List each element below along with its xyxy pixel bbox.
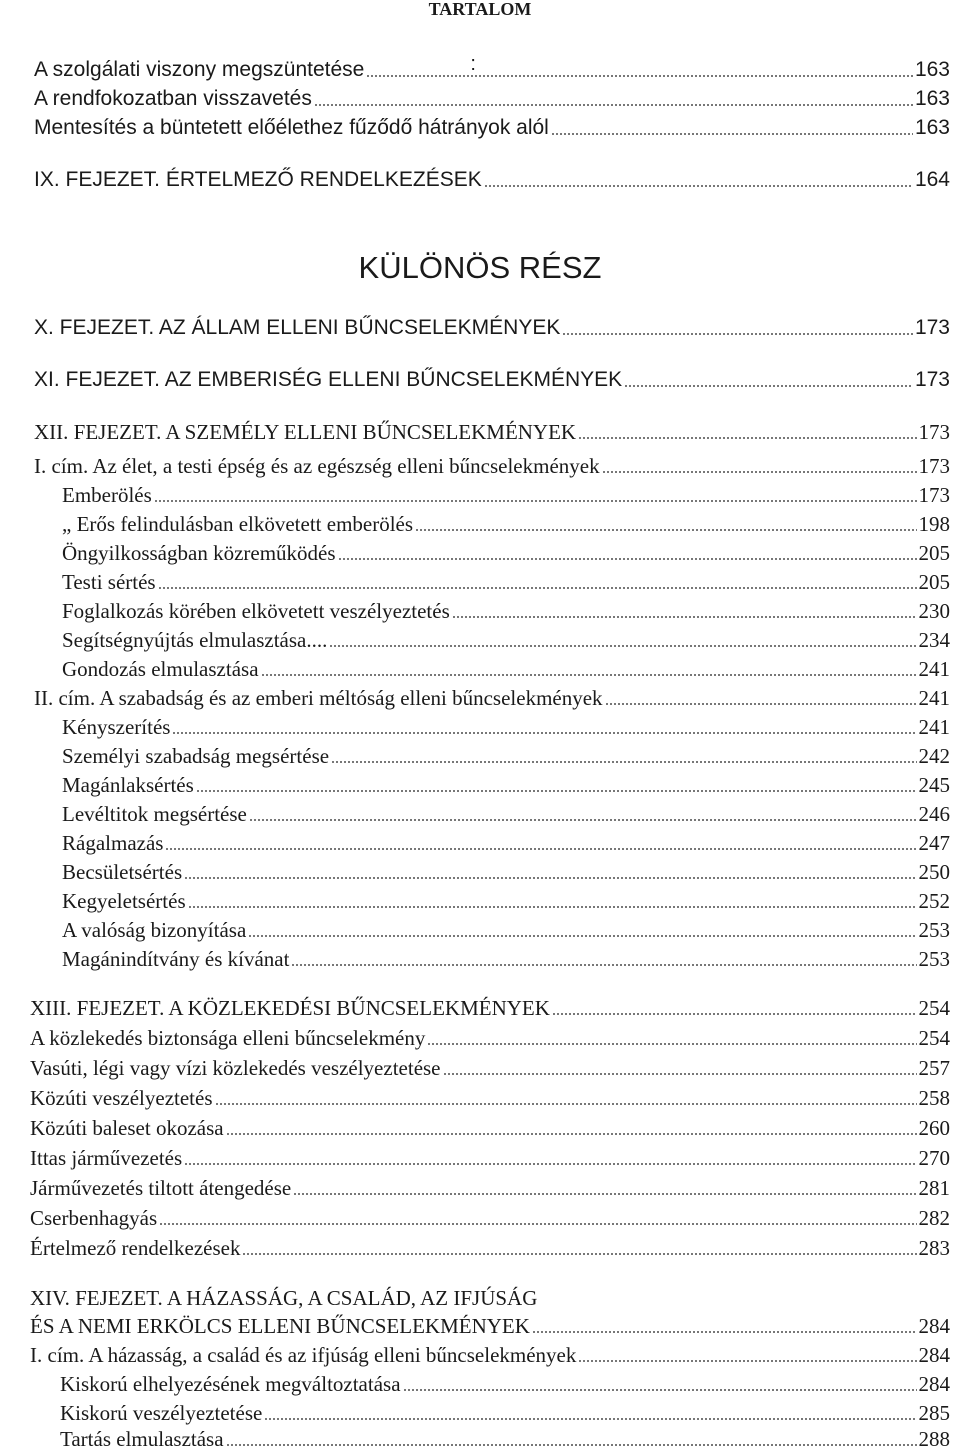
toc-entry-label: Vasúti, légi vagy vízi közlekedés veszélyeztetése: [30, 1056, 441, 1080]
toc-entry-label: Közúti baleset okozása: [30, 1116, 224, 1140]
toc-leader-dots: [248, 934, 916, 938]
toc-leader-dots: [242, 1252, 916, 1256]
toc-entry-page: 260: [918, 1116, 950, 1140]
toc-entry: [62, 771, 950, 799]
toc-entry-page: 257: [918, 1056, 950, 1080]
toc-leader-dots: [261, 673, 917, 677]
toc-entry-label: Foglalkozás körében elkövetett veszélyeztetés: [62, 599, 450, 623]
toc-entry-label: A szolgálati viszony megszüntetése: [34, 58, 365, 81]
toc-entry: [62, 800, 950, 828]
toc-leader-dots: [172, 731, 916, 735]
toc-entry-page: 270: [918, 1146, 950, 1170]
toc-entry-page: 164: [914, 168, 950, 191]
toc-entry-label: Levéltitok megsértése: [62, 802, 247, 826]
toc-entry-page: 253: [918, 947, 950, 971]
toc-leader-dots: [403, 1388, 917, 1392]
toc-entry-label: XIII. FEJEZET. A KÖZLEKEDÉSI BŰNCSELEKMÉNYEK: [30, 996, 550, 1020]
toc-entry-label: Ittas járművezetés: [30, 1146, 183, 1170]
toc-entry-page: 254: [918, 996, 950, 1020]
toc-entry-label: A közlekedés biztonsága elleni bűncselekmény: [30, 1026, 426, 1050]
toc-leader-dots: [366, 53, 913, 78]
toc-leader-dots: [226, 1443, 917, 1447]
toc-entry-label: Értelmező rendelkezések: [30, 1236, 241, 1260]
toc-leader-dots: [184, 876, 916, 880]
toc-leader-dots: [552, 1012, 917, 1016]
toc-entry-page: 283: [918, 1236, 950, 1260]
toc-entry: [62, 829, 950, 857]
toc-entry-label: A valóság bizonyítása: [62, 918, 247, 942]
toc-entry-label: Járművezetés tiltott átengedése: [30, 1176, 292, 1200]
toc-entry: [34, 85, 950, 113]
toc-entry-page: 241: [918, 715, 950, 739]
toc-entry: [30, 1234, 950, 1262]
toc-entry: [30, 994, 950, 1022]
toc-entry: [62, 945, 950, 973]
toc-entry-label: Segítségnyújtás elmulasztása....: [62, 628, 328, 652]
toc-entry: [34, 314, 950, 342]
toc-entry-page: 234: [918, 628, 950, 652]
toc-entry: [30, 1204, 950, 1232]
toc-entry: [34, 684, 950, 712]
toc-entry: [34, 366, 950, 394]
toc-entry: [62, 916, 950, 944]
toc-entry-label: XII. FEJEZET. A SZEMÉLY ELLENI BŰNCSELEKMÉNYEK: [34, 420, 577, 444]
toc-entry-page: 205: [918, 570, 950, 594]
toc-leader-dots: [532, 1330, 917, 1334]
toc-leader-dots: [158, 586, 917, 590]
toc-entry-label: „ Erős felindulásban elkövetett emberölés: [62, 512, 414, 536]
toc-entry: [30, 1144, 950, 1172]
toc-entry-label: A rendfokozatban visszavetés: [34, 87, 312, 110]
toc-entry-label: Cserbenhagyás: [30, 1206, 158, 1230]
toc-entry-page: 242: [918, 744, 950, 768]
toc-entry-page: 173: [918, 454, 950, 478]
toc-entry-label: Kényszerítés: [62, 715, 171, 739]
toc-entry: [62, 568, 950, 596]
toc-entry-page: 198: [918, 512, 950, 536]
toc-leader-dots: [331, 760, 916, 764]
toc-entry-label: Kegyeletsértés: [62, 889, 186, 913]
toc-entry-page: 284: [918, 1372, 950, 1396]
toc-leader-dots: [159, 1222, 916, 1226]
toc-leader-dots: [551, 132, 913, 136]
toc-entry: [60, 1370, 950, 1398]
toc-leader-dots: [184, 1162, 916, 1166]
toc-entry-label: Becsületsértés: [62, 860, 183, 884]
toc-leader-dots: [484, 184, 913, 188]
toc-entry-page: 173: [918, 483, 950, 507]
toc-entry-page: 285: [918, 1401, 950, 1425]
toc-entry-page: 173: [918, 420, 950, 444]
toc-entry: [30, 1024, 950, 1052]
toc-entry: [62, 597, 950, 625]
toc-entry-page: 282: [918, 1206, 950, 1230]
toc-entry-label: Kiskorú elhelyezésének megváltoztatása: [60, 1372, 401, 1396]
toc-leader-dots: [215, 1102, 917, 1106]
toc-leader-dots: [605, 702, 917, 706]
toc-entry-label: I. cím. A házasság, a család és az ifjúság elleni bűncselekmények: [30, 1343, 577, 1367]
toc-leader-dots: [329, 644, 916, 648]
toc-entry: [62, 626, 950, 654]
toc-entry: [62, 510, 950, 538]
toc-leader-dots: [226, 1132, 917, 1136]
toc-entry-page: 284: [918, 1314, 950, 1338]
toc-leader-dots: [314, 103, 913, 107]
toc-entry-label: IX. FEJEZET. ÉRTELMEZŐ RENDELKEZÉSEK: [34, 168, 482, 191]
toc-entry-page: 258: [918, 1086, 950, 1110]
toc-entry-page: 241: [918, 686, 950, 710]
toc-entry-label: Kiskorú veszélyeztetése: [60, 1401, 263, 1425]
toc-leader-dots: [291, 963, 916, 967]
toc-entry-label: Tartás elmulasztása: [60, 1427, 224, 1451]
toc-entry-page: 253: [918, 918, 950, 942]
toc-entry-page: 163: [914, 58, 950, 81]
toc-entry: [30, 1114, 950, 1142]
toc-leader-dots: [578, 436, 916, 440]
toc-entry-page: 250: [918, 860, 950, 884]
toc-entry-label: Emberölés: [62, 483, 152, 507]
toc-entry: [62, 655, 950, 683]
toc-leader-dots: [154, 499, 917, 503]
toc-entry-label: II. cím. A szabadság és az emberi méltóság elleni bűncselekmények: [34, 686, 603, 710]
toc-entry-label: XI. FEJEZET. AZ EMBERISÉG ELLENI BŰNCSELEKMÉNYEK: [34, 368, 623, 391]
toc-entry: [34, 166, 950, 194]
toc-entry: [60, 1425, 950, 1453]
toc-entry: [62, 713, 950, 741]
toc-entry-label: Mentesítés a büntetett előélethez fűződő hátrányok alól: [34, 116, 549, 139]
toc-entry-page: 246: [918, 802, 950, 826]
toc-leader-dots: [452, 615, 917, 619]
toc-leader-dots: [427, 1042, 916, 1046]
toc-entry: [34, 418, 950, 446]
toc-entry: [34, 114, 950, 142]
toc-entry: [62, 858, 950, 886]
toc-leader-dots: [264, 1417, 916, 1421]
toc-leader-dots: [443, 1072, 917, 1076]
toc-entry: [30, 1174, 950, 1202]
toc-leader-dots: [188, 905, 917, 909]
toc-entry-page: 247: [918, 831, 950, 855]
toc-leader-dots: [415, 528, 916, 532]
toc-entry-mark: :: [470, 53, 476, 75]
toc-entry-page: 173: [914, 368, 950, 391]
page-title: TARTALOM: [428, 0, 532, 19]
toc-leader-dots: [602, 470, 917, 474]
toc-entry-label: Személyi szabadság megsértése: [62, 744, 330, 768]
toc-entry-page: 205: [918, 541, 950, 565]
toc-entry-label: Magánindítvány és kívánat: [62, 947, 290, 971]
toc-entry: [60, 1399, 950, 1427]
toc-entry-label: Gondozás elmulasztása: [62, 657, 259, 681]
toc-entry: [34, 452, 950, 480]
toc-entry-page: 281: [918, 1176, 950, 1200]
toc-entry-page: 230: [918, 599, 950, 623]
toc-entry: [62, 887, 950, 915]
toc-leader-dots: [196, 789, 917, 793]
toc-leader-dots: [338, 557, 917, 561]
toc-entry: [30, 1312, 950, 1340]
toc-entry-page: 163: [914, 116, 950, 139]
toc-leader-dots: [578, 1359, 916, 1363]
toc-entry: [34, 53, 950, 84]
toc-entry-page: 241: [918, 657, 950, 681]
toc-entry-label: Magánlaksértés: [62, 773, 194, 797]
toc-entry-label: Rágalmazás: [62, 831, 164, 855]
toc-leader-dots: [624, 384, 913, 388]
toc-chapter-heading: XIV. FEJEZET. A HÁZASSÁG, A CSALÁD, AZ IFJÚSÁG: [30, 1286, 538, 1310]
toc-entry-page: 245: [918, 773, 950, 797]
toc-entry-label: ÉS A NEMI ERKÖLCS ELLENI BŰNCSELEKMÉNYEK: [30, 1314, 530, 1338]
toc-leader-dots: [165, 847, 916, 851]
toc-entry: [62, 742, 950, 770]
toc-entry-label: I. cím. Az élet, a testi épség és az egészség elleni bűncselekmények: [34, 454, 600, 478]
toc-leader-dots: [562, 332, 913, 336]
toc-entry-page: 173: [914, 316, 950, 339]
toc-entry: [30, 1341, 950, 1369]
toc-entry: [62, 539, 950, 567]
toc-entry-page: 254: [918, 1026, 950, 1050]
toc-entry: [62, 481, 950, 509]
toc-entry: [30, 1084, 950, 1112]
toc-entry-page: 284: [918, 1343, 950, 1367]
toc-entry-page: 252: [918, 889, 950, 913]
toc-entry-page: 163: [914, 87, 950, 110]
toc-entry-label: Közúti veszélyeztetés: [30, 1086, 213, 1110]
toc-leader-dots: [293, 1192, 916, 1196]
toc-entry-page: 288: [918, 1427, 950, 1451]
section-heading: KÜLÖNÖS RÉSZ: [358, 250, 602, 285]
toc-entry-label: X. FEJEZET. AZ ÁLLAM ELLENI BŰNCSELEKMÉNYEK: [34, 316, 561, 339]
toc-entry-label: Testi sértés: [62, 570, 156, 594]
toc-leader-dots: [249, 818, 917, 822]
toc-entry: [30, 1054, 950, 1082]
toc-entry-label: Öngyilkosságban közreműködés: [62, 541, 336, 565]
